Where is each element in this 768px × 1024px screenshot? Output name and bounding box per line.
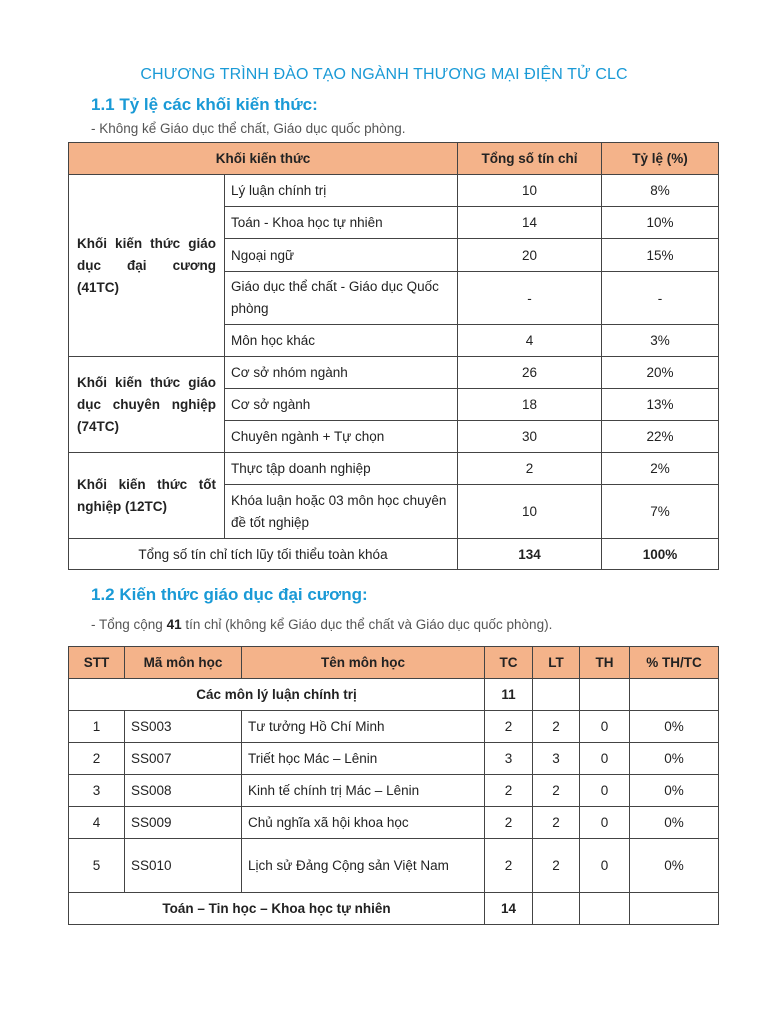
- col-header-pct-th-tc: % TH/TC: [630, 647, 719, 679]
- col-header-ten-mon-hoc: Tên môn học: [242, 647, 485, 679]
- row-ratio: 20%: [602, 357, 719, 389]
- subsection-label-ly-luan: Các môn lý luận chính trị: [69, 679, 485, 711]
- row-pct: 0%: [630, 807, 719, 839]
- note-suffix: tín chỉ (không kể Giáo dục thể chất và Giáo dục quốc phòng).: [181, 617, 553, 632]
- table-row: [69, 175, 719, 207]
- row-pct: 0%: [630, 711, 719, 743]
- row-ratio: 2%: [602, 453, 719, 485]
- row-tc: 2: [485, 711, 533, 743]
- page-title: CHƯƠNG TRÌNH ĐÀO TẠO NGÀNH THƯƠNG MẠI ĐIỆN TỬ CLC: [140, 66, 628, 83]
- row-pct: 0%: [630, 839, 719, 893]
- row-item: Cơ sở ngành: [225, 389, 458, 421]
- table-row: [69, 357, 719, 389]
- row-ratio: 7%: [602, 485, 719, 539]
- note-credit-count: 41: [166, 617, 182, 632]
- row-name: Chủ nghĩa xã hội khoa học: [242, 807, 485, 839]
- section-heading-1-1: 1.1 Tỷ lệ các khối kiến thức:: [91, 95, 318, 114]
- col-header-tong-so-tin-chi: Tổng số tín chỉ: [458, 143, 602, 175]
- row-item: Ngoại ngữ: [225, 239, 458, 272]
- table-row: [69, 839, 719, 893]
- row-name: Tư tưởng Hồ Chí Minh: [242, 711, 485, 743]
- subsection-label-toan-tin: Toán – Tin học – Khoa học tự nhiên: [69, 893, 485, 925]
- row-credits: 10: [458, 485, 602, 539]
- row-pct: 0%: [630, 743, 719, 775]
- general-education-table: [68, 646, 719, 925]
- group-label-dai-cuong: Khối kiến thức giáo dục đại cương (41TC): [69, 175, 225, 357]
- row-ratio: 13%: [602, 389, 719, 421]
- row-ratio: 15%: [602, 239, 719, 272]
- row-credits: 26: [458, 357, 602, 389]
- row-code: SS008: [125, 775, 242, 807]
- row-name: Lịch sử Đảng Cộng sản Việt Nam: [242, 839, 485, 893]
- row-lt: 2: [533, 711, 580, 743]
- subsection-row: [69, 679, 719, 711]
- col-header-th: TH: [580, 647, 630, 679]
- total-label: Tổng số tín chỉ tích lũy tối thiểu toàn khóa: [69, 539, 458, 570]
- row-stt: 2: [69, 743, 125, 775]
- row-name: Triết học Mác – Lênin: [242, 743, 485, 775]
- note-prefix: - Tổng cộng: [91, 617, 167, 632]
- row-credits: 14: [458, 207, 602, 239]
- group-label-chuyen-nghiep: Khối kiến thức giáo dục chuyên nghiệp (74TC): [69, 357, 225, 453]
- subsection-tc: 14: [485, 893, 533, 925]
- row-tc: 3: [485, 743, 533, 775]
- row-item: Lý luận chính trị: [225, 175, 458, 207]
- group-label-tot-nghiep: Khối kiến thức tốt nghiệp (12TC): [69, 453, 225, 539]
- row-code: SS003: [125, 711, 242, 743]
- row-ratio: 8%: [602, 175, 719, 207]
- total-credits: 134: [458, 539, 602, 570]
- row-stt: 3: [69, 775, 125, 807]
- row-tc: 2: [485, 839, 533, 893]
- row-item: Chuyên ngành + Tự chọn: [225, 421, 458, 453]
- row-tc: 2: [485, 775, 533, 807]
- knowledge-ratio-table: [68, 142, 719, 570]
- col-header-stt: STT: [69, 647, 125, 679]
- row-lt: 3: [533, 743, 580, 775]
- row-stt: 5: [69, 839, 125, 893]
- row-credits: 4: [458, 325, 602, 357]
- row-stt: 1: [69, 711, 125, 743]
- row-th: 0: [580, 839, 630, 893]
- row-item: Toán - Khoa học tự nhiên: [225, 207, 458, 239]
- row-th: 0: [580, 775, 630, 807]
- row-item: Thực tập doanh nghiệp: [225, 453, 458, 485]
- row-lt: 2: [533, 775, 580, 807]
- section-note-1-2: [91, 617, 552, 632]
- row-th: 0: [580, 743, 630, 775]
- section-note-1-1: - Không kể Giáo dục thể chất, Giáo dục quốc phòng.: [91, 121, 406, 136]
- row-credits: 2: [458, 453, 602, 485]
- row-name: Kinh tế chính trị Mác – Lênin: [242, 775, 485, 807]
- row-tc: 2: [485, 807, 533, 839]
- row-ratio: 22%: [602, 421, 719, 453]
- row-lt: 2: [533, 807, 580, 839]
- col-header-ty-le: Tỷ lệ (%): [602, 143, 719, 175]
- row-code: SS007: [125, 743, 242, 775]
- row-pct: 0%: [630, 775, 719, 807]
- subsection-tc: 11: [485, 679, 533, 711]
- col-header-ma-mon-hoc: Mã môn học: [125, 647, 242, 679]
- row-stt: 4: [69, 807, 125, 839]
- row-item: Môn học khác: [225, 325, 458, 357]
- total-ratio: 100%: [602, 539, 719, 570]
- table-row: [69, 807, 719, 839]
- row-item: Giáo dục thể chất - Giáo dục Quốc phòng: [225, 272, 458, 325]
- section-heading-1-2: 1.2 Kiến thức giáo dục đại cương:: [91, 585, 368, 604]
- subsection-row: [69, 893, 719, 925]
- row-item: Cơ sở nhóm ngành: [225, 357, 458, 389]
- row-code: SS009: [125, 807, 242, 839]
- row-th: 0: [580, 807, 630, 839]
- total-row: [69, 539, 719, 570]
- row-th: 0: [580, 711, 630, 743]
- col-header-lt: LT: [533, 647, 580, 679]
- row-ratio: 3%: [602, 325, 719, 357]
- table-row: [69, 711, 719, 743]
- row-credits: 20: [458, 239, 602, 272]
- row-ratio: -: [602, 272, 719, 325]
- row-item: Khóa luận hoặc 03 môn học chuyên đề tốt nghiệp: [225, 485, 458, 539]
- col-header-tc: TC: [485, 647, 533, 679]
- row-code: SS010: [125, 839, 242, 893]
- table-row: [69, 453, 719, 485]
- col-header-khoi: Khối kiến thức: [69, 143, 458, 175]
- row-credits: 18: [458, 389, 602, 421]
- row-credits: -: [458, 272, 602, 325]
- table-row: [69, 775, 719, 807]
- row-ratio: 10%: [602, 207, 719, 239]
- row-lt: 2: [533, 839, 580, 893]
- table-row: [69, 743, 719, 775]
- row-credits: 10: [458, 175, 602, 207]
- row-credits: 30: [458, 421, 602, 453]
